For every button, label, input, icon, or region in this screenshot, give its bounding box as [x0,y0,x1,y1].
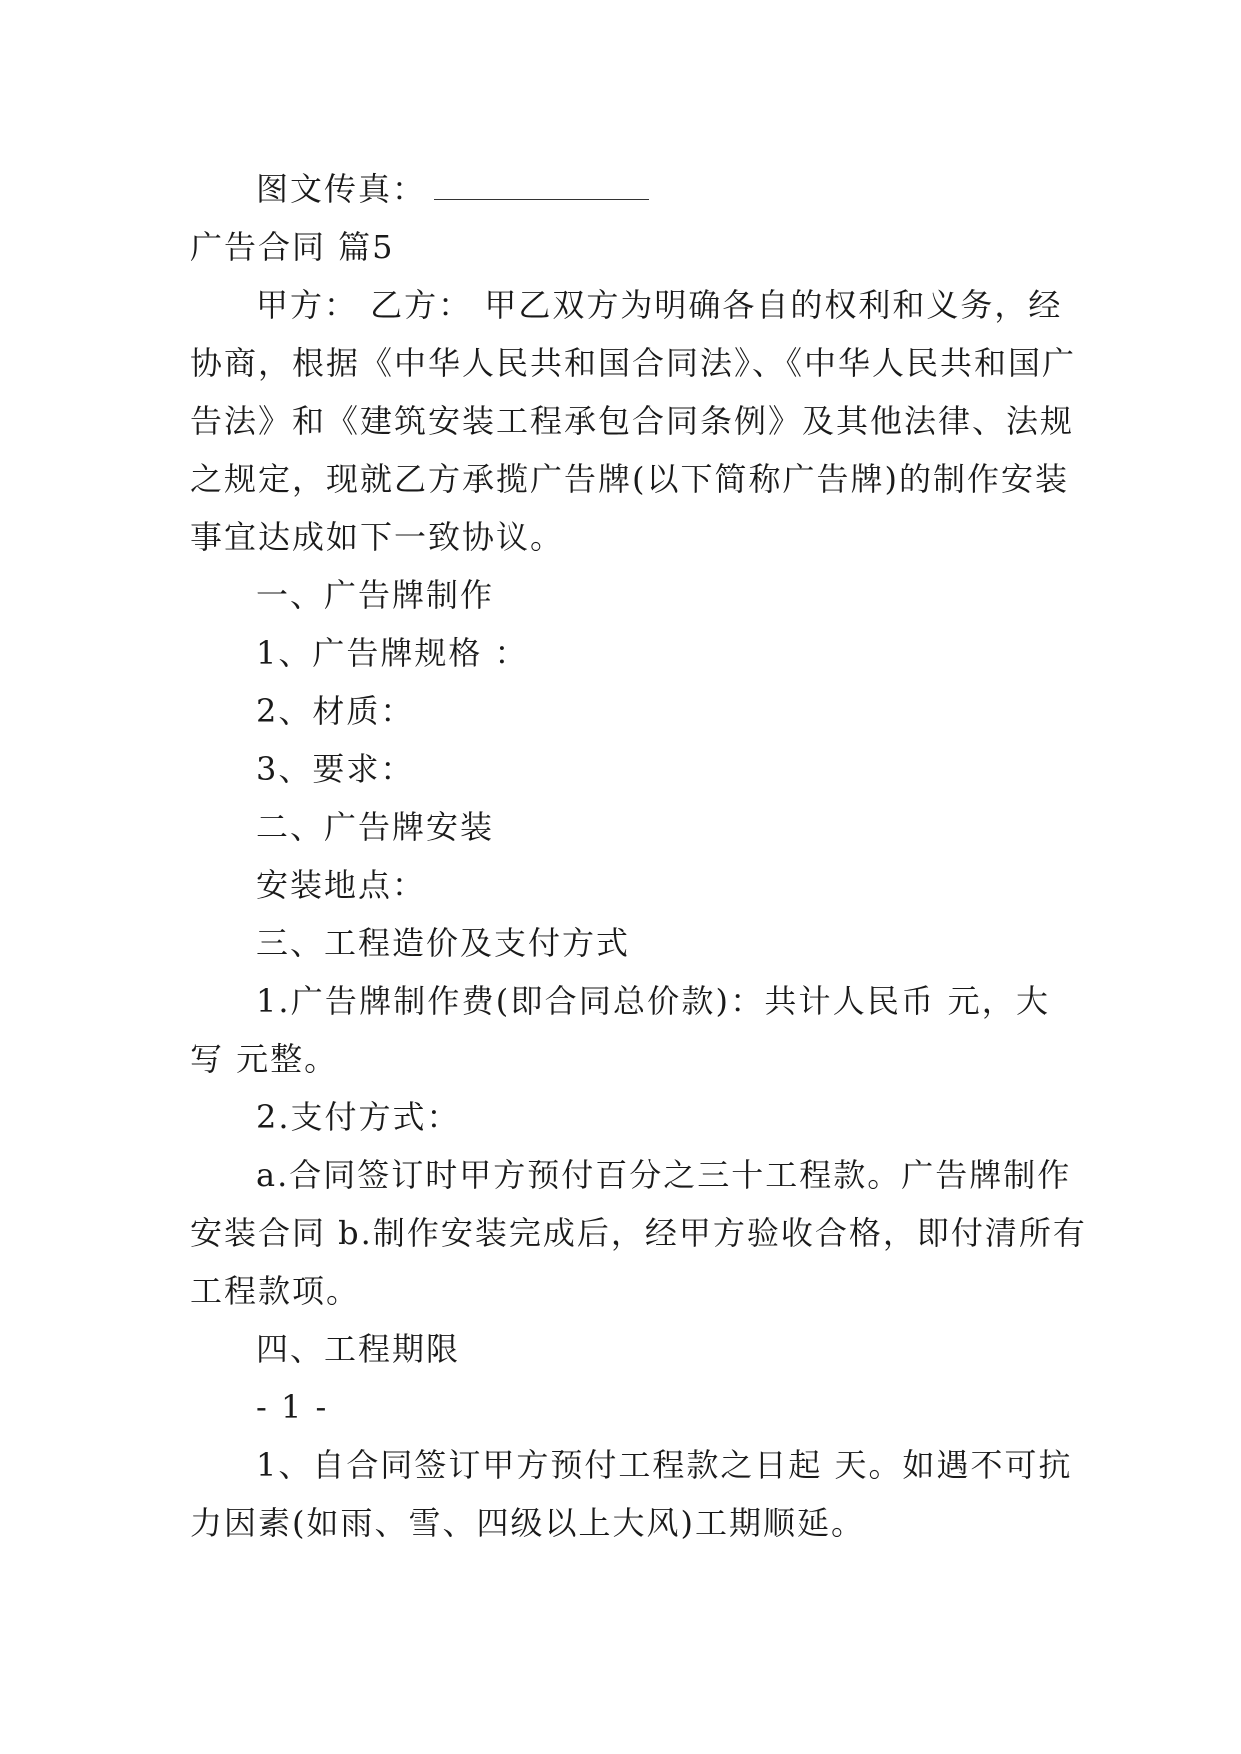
paragraph-line: 工程款项。 [190,1272,361,1310]
paragraph-line: 力因素(如雨、雪、四级以上大风)工期顺延。 [190,1504,865,1542]
heading-line: 二、广告牌安装 [256,808,495,846]
fax-label: 图文传真： [256,170,427,208]
fax-blank [434,173,649,200]
paragraph-line: 甲方： 乙方： 甲乙双方为明确各自的权利和义务，经 [256,286,1063,324]
paragraph-line: 事宜达成如下一致协议。 [190,518,565,556]
list-item: 3、要求： [256,750,415,788]
list-item: 1、广告牌规格 ： [256,634,529,672]
section-title: 广告合同 篇5 [190,228,395,266]
paragraph-line: 协商，根据《中华人民共和国合同法》、《中华人民共和国广 [190,344,1077,382]
page-number: - 1 - [256,1388,329,1426]
paragraph-line: 告法》和《建筑安装工程承包合同条例》及其他法律、法规 [190,402,1075,440]
heading-line: 三、工程造价及支付方式 [256,924,631,962]
paragraph-line: a.合同签订时甲方预付百分之三十工程款。广告牌制作 [256,1156,1072,1194]
list-item: 2、材质： [256,692,415,730]
document-page [190,160,1087,1552]
fax-line [190,160,1050,218]
paragraph-line: 之规定，现就乙方承揽广告牌(以下简称广告牌)的制作安装 [190,460,1069,498]
heading-line: 一、广告牌制作 [256,576,495,614]
paragraph-line: 安装合同 b.制作安装完成后，经甲方验收合格，即付清所有 [190,1214,1087,1252]
heading-line: 四、工程期限 [256,1330,461,1368]
list-item: 安装地点： [256,866,427,904]
paragraph-line: 1、自合同签订甲方预付工程款之日起 天。如遇不可抗 [256,1446,1073,1484]
paragraph-line: 1.广告牌制作费(即合同总价款)：共计人民币 元，大 [256,982,1050,1020]
list-item: 2.支付方式： [256,1098,461,1136]
paragraph-line: 写 元整。 [190,1040,339,1078]
